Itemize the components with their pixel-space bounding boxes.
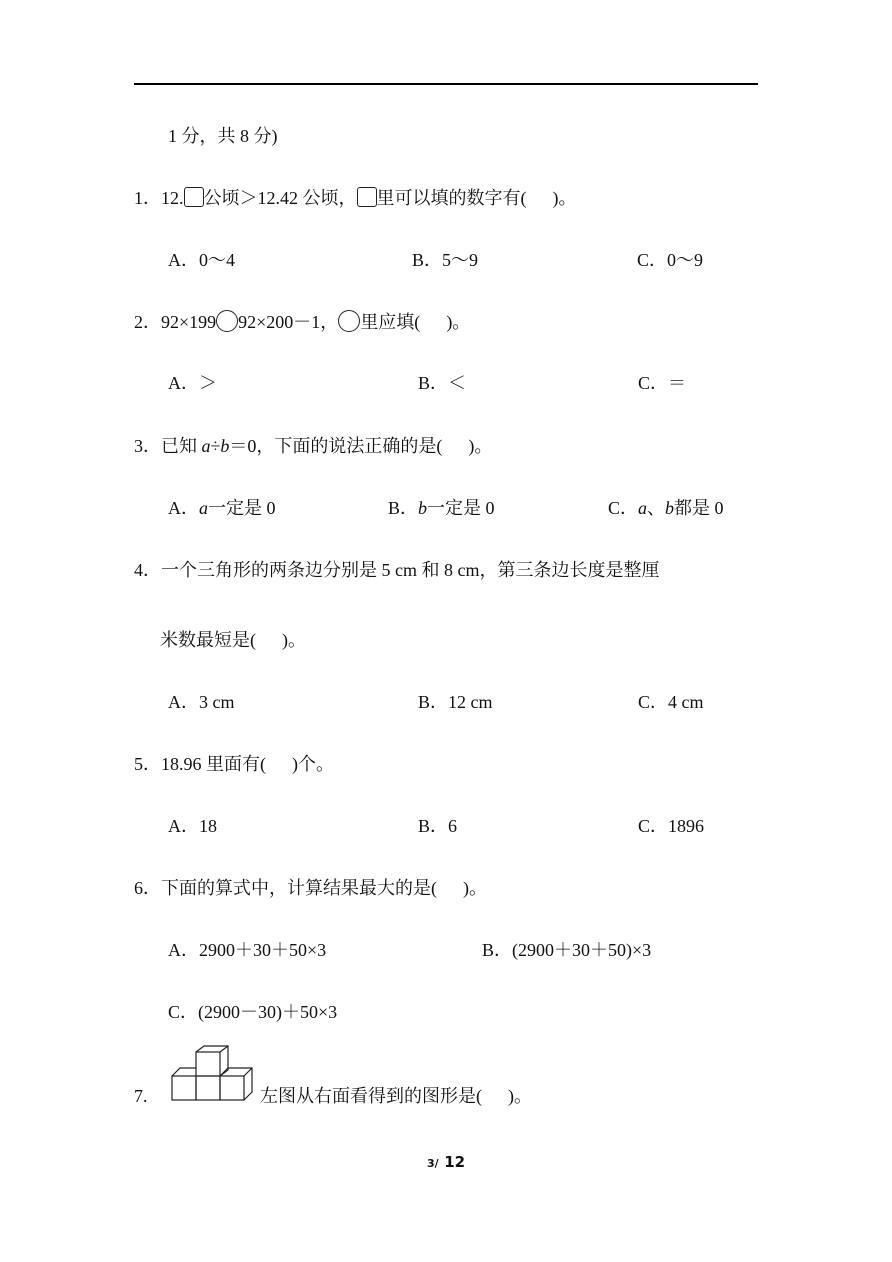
question-number: 4． xyxy=(134,560,161,580)
option-c: C．1896 xyxy=(638,816,705,836)
question-number: 3． xyxy=(134,436,161,456)
question-text: )。 xyxy=(468,436,493,456)
question-text: 里应填( xyxy=(360,312,421,332)
page-current: 3/ xyxy=(426,1157,439,1170)
question-number: 6． xyxy=(134,878,161,898)
option-b: B．12 cm xyxy=(418,692,493,712)
question-text: 米数最短是( xyxy=(160,630,256,650)
instruction-continuation: 1 分，共 8 分) xyxy=(168,126,278,146)
question-5 xyxy=(134,752,334,776)
blank-circle xyxy=(216,310,238,332)
question-text: )。 xyxy=(552,188,577,208)
question-text: 下面的算式中，计算结果最大的是( xyxy=(161,878,437,898)
question-number: 1． xyxy=(134,188,161,208)
page-number xyxy=(0,1152,892,1171)
question-text: 左图从右面看得到的图形是( xyxy=(260,1086,482,1106)
question-text: 一个三角形的两条边分别是 5 cm 和 8 cm，第三条边长度是整厘 xyxy=(161,560,660,580)
question-6 xyxy=(134,876,487,900)
blank-box xyxy=(357,187,377,207)
question-text: 12. xyxy=(161,188,184,208)
question-number: 2． xyxy=(134,312,161,332)
option-c: C．＝ xyxy=(638,373,687,393)
option-a: A．＞ xyxy=(168,373,217,393)
option-label: C． xyxy=(608,498,639,518)
variable-a: a xyxy=(201,436,211,456)
option-a: A．18 xyxy=(168,816,217,836)
option-c: C．4 cm xyxy=(638,692,704,712)
separator: 、 xyxy=(647,498,666,518)
question-4 xyxy=(134,558,659,582)
cube-stack-figure xyxy=(170,1044,260,1102)
question-text: 里可以填的数字有( xyxy=(376,188,527,208)
option-text: 都是 0 xyxy=(674,498,724,518)
question-text: )。 xyxy=(282,630,306,650)
option-b: B．＜ xyxy=(418,373,467,393)
option-c: C．(2900－30)＋50×3 xyxy=(168,1002,338,1022)
option-label: A． xyxy=(168,498,199,518)
question-text: 18.96 里面有( xyxy=(161,754,266,774)
question-text: 92×200－1， xyxy=(238,312,339,332)
variable-b: b xyxy=(220,436,230,456)
question-4-continuation xyxy=(160,628,306,652)
question-text: 已知 xyxy=(161,436,202,456)
option-a: A．0～4 xyxy=(168,250,235,270)
option-text: 一定是 0 xyxy=(427,498,495,518)
question-1 xyxy=(134,186,577,210)
option-a xyxy=(168,496,276,520)
question-7 xyxy=(260,1084,532,1108)
option-b xyxy=(388,496,495,520)
question-text: )个。 xyxy=(292,754,334,774)
option-label: B． xyxy=(388,498,419,518)
option-b: B．(2900＋30＋50)×3 xyxy=(482,940,652,960)
division-sign: ÷ xyxy=(210,436,221,456)
question-text: )。 xyxy=(446,312,471,332)
question-2 xyxy=(134,310,470,334)
question-text: ＝0，下面的说法正确的是( xyxy=(229,436,443,456)
option-text: 一定是 0 xyxy=(208,498,276,518)
variable-a: a xyxy=(199,498,208,518)
option-c xyxy=(608,496,724,520)
question-3 xyxy=(134,434,492,458)
option-b: B．6 xyxy=(418,816,458,836)
question-text: )。 xyxy=(508,1086,532,1106)
variable-a: a xyxy=(638,498,648,518)
option-a: A．2900＋30＋50×3 xyxy=(168,940,327,960)
blank-box xyxy=(184,187,204,207)
option-a: A．3 cm xyxy=(168,692,235,712)
variable-b: b xyxy=(665,498,675,518)
question-text: )。 xyxy=(463,878,487,898)
variable-b: b xyxy=(418,498,428,518)
page-total: 12 xyxy=(444,1153,466,1171)
option-c: C．0～9 xyxy=(637,250,704,270)
option-b: B．5～9 xyxy=(412,250,479,270)
question-text: 公顷＞12.42 公顷， xyxy=(203,188,357,208)
question-7-number: 7. xyxy=(134,1086,148,1106)
question-text: 92×199 xyxy=(161,312,217,332)
blank-circle xyxy=(338,310,360,332)
header-rule xyxy=(134,83,758,85)
question-number: 5． xyxy=(134,754,161,774)
